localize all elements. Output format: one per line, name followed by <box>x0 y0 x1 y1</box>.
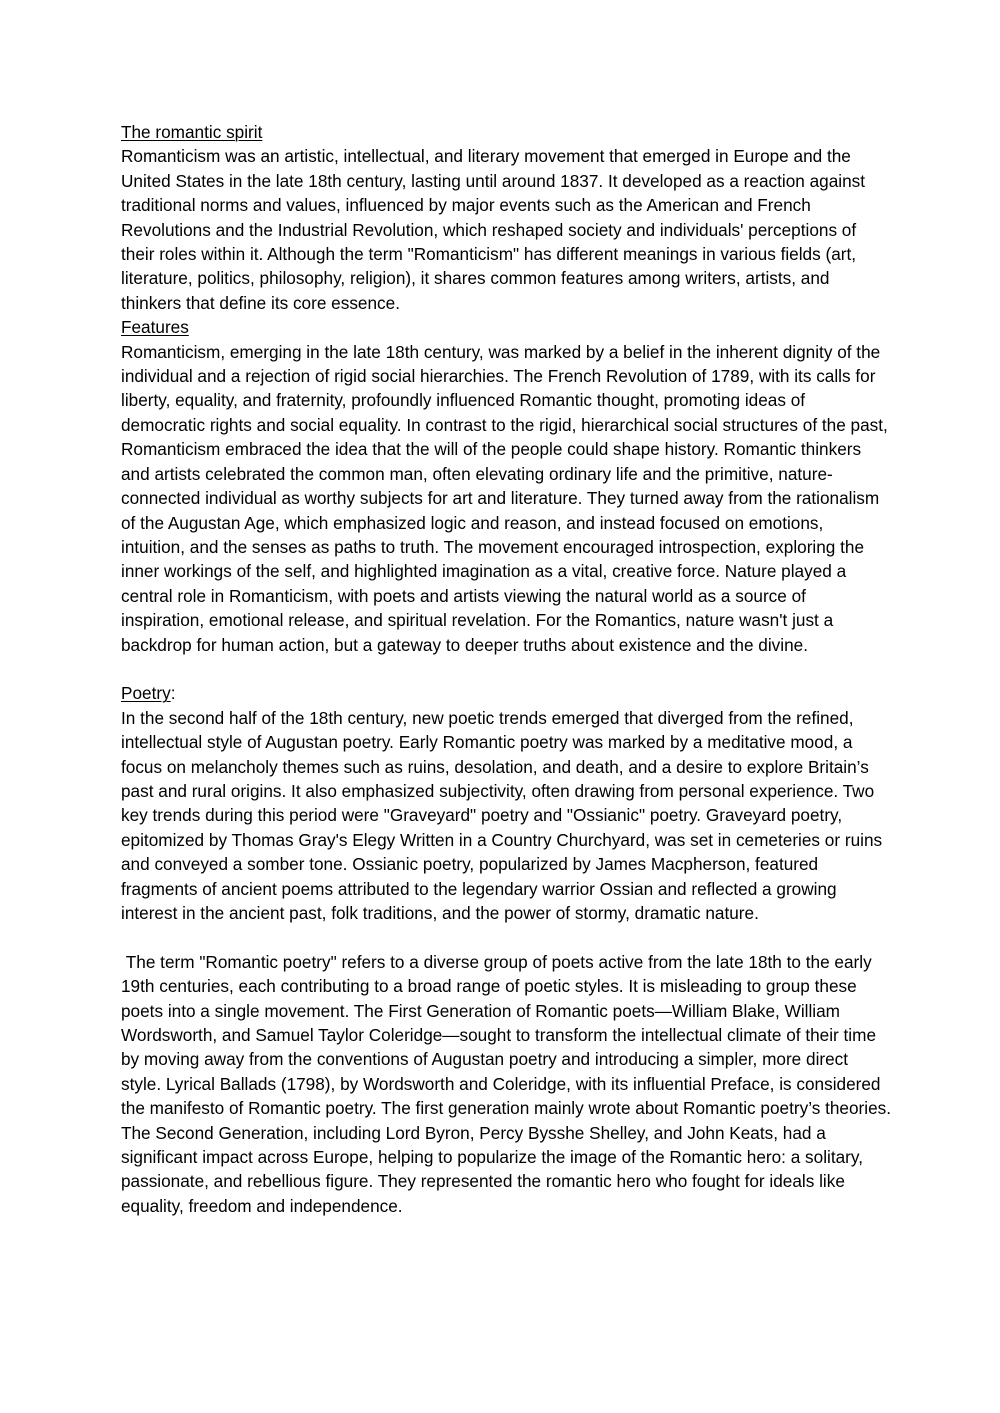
paragraph-first-generation: The term "Romantic poetry" refers to a diverse group of poets active from the late 18th to the early 19th centuries, each contributing to a broad range of poetic styles. It is misleading to group these poets into a single movement. The First Generation of Romantic poets—William Blake, William Wordsworth, and Samuel Taylor Coleridge—sought to transform the intellectual climate of their time by moving away from the conventions of Augustan poetry and introducing a simpler, more direct style. Lyrical Ballads (1798), by Wordsworth and Coleridge, with its influential Preface, is considered the manifesto of Romantic poetry. The first generation mainly wrote about Romantic poetry’s theories. <box>121 951 891 1119</box>
heading-poetry-colon: : <box>170 683 176 704</box>
paragraph-poetry-trends: In the second half of the 18th century, new poetic trends emerged that diverged from the refined, intellectual style of Augustan poetry. Early Romantic poetry was marked by a meditative mood, a focus on melancholy themes such as ruins, desolation, and death, and a desire to explore Britain’s past and rural origins. It also emphasized subjectivity, often drawing from personal experience. Two key trends during this period were "Graveyard" poetry and "Ossianic" poetry. Graveyard poetry, epitomized by Thomas Gray's Elegy Written in a Country Churchyard, was set in cemeteries or ruins and conveyed a somber tone. Ossianic poetry, popularized by James Macpherson, featured fragments of ancient poems attributed to the legendary warrior Ossian and reflected a growing interest in the ancient past, folk traditions, and the power of stormy, dramatic nature. <box>121 707 883 923</box>
document-page <box>121 120 891 1218</box>
heading-features: Features <box>121 317 189 338</box>
paragraph-second-generation: The Second Generation, including Lord Byron, Percy Bysshe Shelley, and John Keats, had a significant impact across Europe, helping to popularize the image of the Romantic hero: a solitary, passionate, and rebellious figure. They represented the romantic hero who fought for ideals like equality, freedom and independence. <box>121 1122 863 1216</box>
heading-romantic-spirit: The romantic spirit <box>121 122 263 142</box>
paragraph-romantic-spirit: Romanticism was an artistic, intellectual, and literary movement that emerged in Europe and the United States in the late 18th century, lasting until around 1837. It developed as a reaction against traditional norms and values, influenced by major events such as the American and French Revolutions and the Industrial Revolution, which reshaped society and individuals' perceptions of their roles within it. Although the term "Romanticism" has different meanings in various fields (art, literature, politics, philosophy, religion), it shares common features among writers, artists, and thinkers that define its core essence. <box>121 146 866 313</box>
blank-line <box>121 925 891 949</box>
heading-poetry: Poetry: <box>121 683 176 704</box>
blank-line <box>121 657 891 681</box>
paragraph-features: Romanticism, emerging in the late 18th century, was marked by a belief in the inherent dignity of the individual and a rejection of rigid social hierarchies. The French Revolution of 1789, with its calls for liberty, equality, and fraternity, profoundly influenced Romantic thought, promoting ideas of democratic rights and social equality. In contrast to the rigid, hierarchical social structures of the past, Romanticism embraced the idea that the will of the people could shape history. Romantic thinkers and artists celebrated the common man, often elevating ordinary life and the primitive, nature-connected individual as worthy subjects for art and literature. They turned away from the rationalism of the Augustan Age, which emphasized logic and reason, and instead focused on emotions, intuition, and the senses as paths to truth. The movement encouraged introspection, exploring the inner workings of the self, and highlighted imagination as a vital, creative force. Nature played a central role in Romanticism, with poets and artists viewing the natural world as a source of inspiration, emotional release, and spiritual revelation. For the Romantics, nature wasn't just a backdrop for human action, but a gateway to deeper truths about existence and the divine. <box>121 341 888 655</box>
